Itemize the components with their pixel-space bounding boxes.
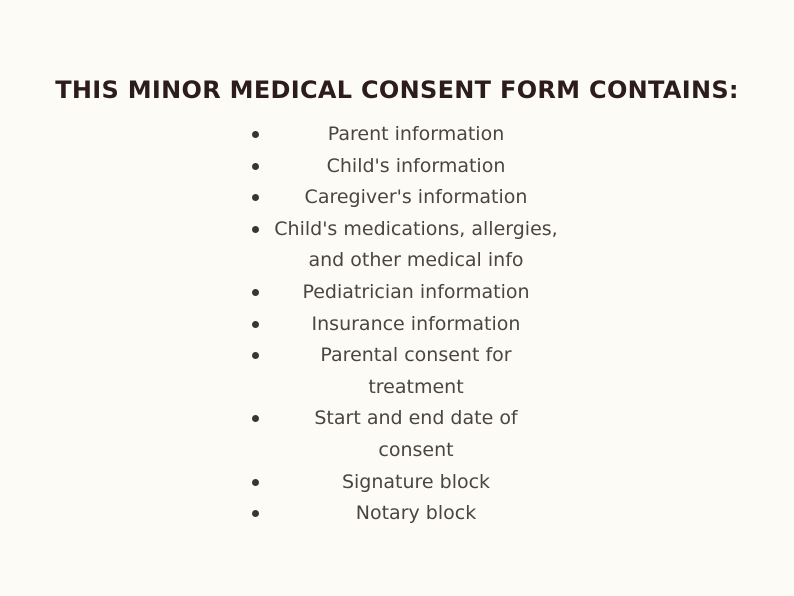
bullet-icon — [252, 321, 259, 328]
list-item-text: Child's information — [326, 154, 506, 177]
bullet-icon — [252, 163, 259, 170]
list-item — [247, 498, 577, 530]
bullet-icon — [252, 194, 259, 201]
bullet-icon — [252, 510, 259, 517]
bullet-icon — [252, 131, 259, 138]
list-item — [247, 151, 577, 183]
list-item-text: Parental consent for treatment — [320, 344, 512, 398]
list-item — [247, 277, 577, 309]
list-item — [247, 214, 577, 277]
list-item — [247, 340, 577, 403]
list-item-text: Parent information — [327, 123, 505, 145]
list-item-text: Pediatrician information — [302, 280, 530, 303]
bullet-icon — [252, 352, 259, 359]
contents-list — [247, 119, 577, 530]
list-item — [247, 182, 577, 214]
list-item-text: Caregiver's information — [304, 186, 528, 209]
list-item-text: Insurance information — [311, 312, 521, 335]
bullet-icon — [252, 226, 259, 233]
list-item-text: Notary block — [355, 502, 477, 525]
bullet-icon — [252, 289, 259, 296]
list-item-text: Child's medications, allergies, and other medical info — [274, 217, 558, 272]
bullet-icon — [252, 479, 259, 486]
list-item — [247, 309, 577, 341]
bullet-icon — [252, 415, 259, 422]
list-item — [247, 119, 577, 151]
list-item — [247, 467, 577, 499]
page-title: THIS MINOR MEDICAL CONSENT FORM CONTAINS: — [55, 76, 739, 105]
list-item-text: Signature block — [341, 470, 491, 493]
list-item-text: Start and end date of consent — [314, 407, 518, 461]
list-item — [247, 403, 577, 466]
